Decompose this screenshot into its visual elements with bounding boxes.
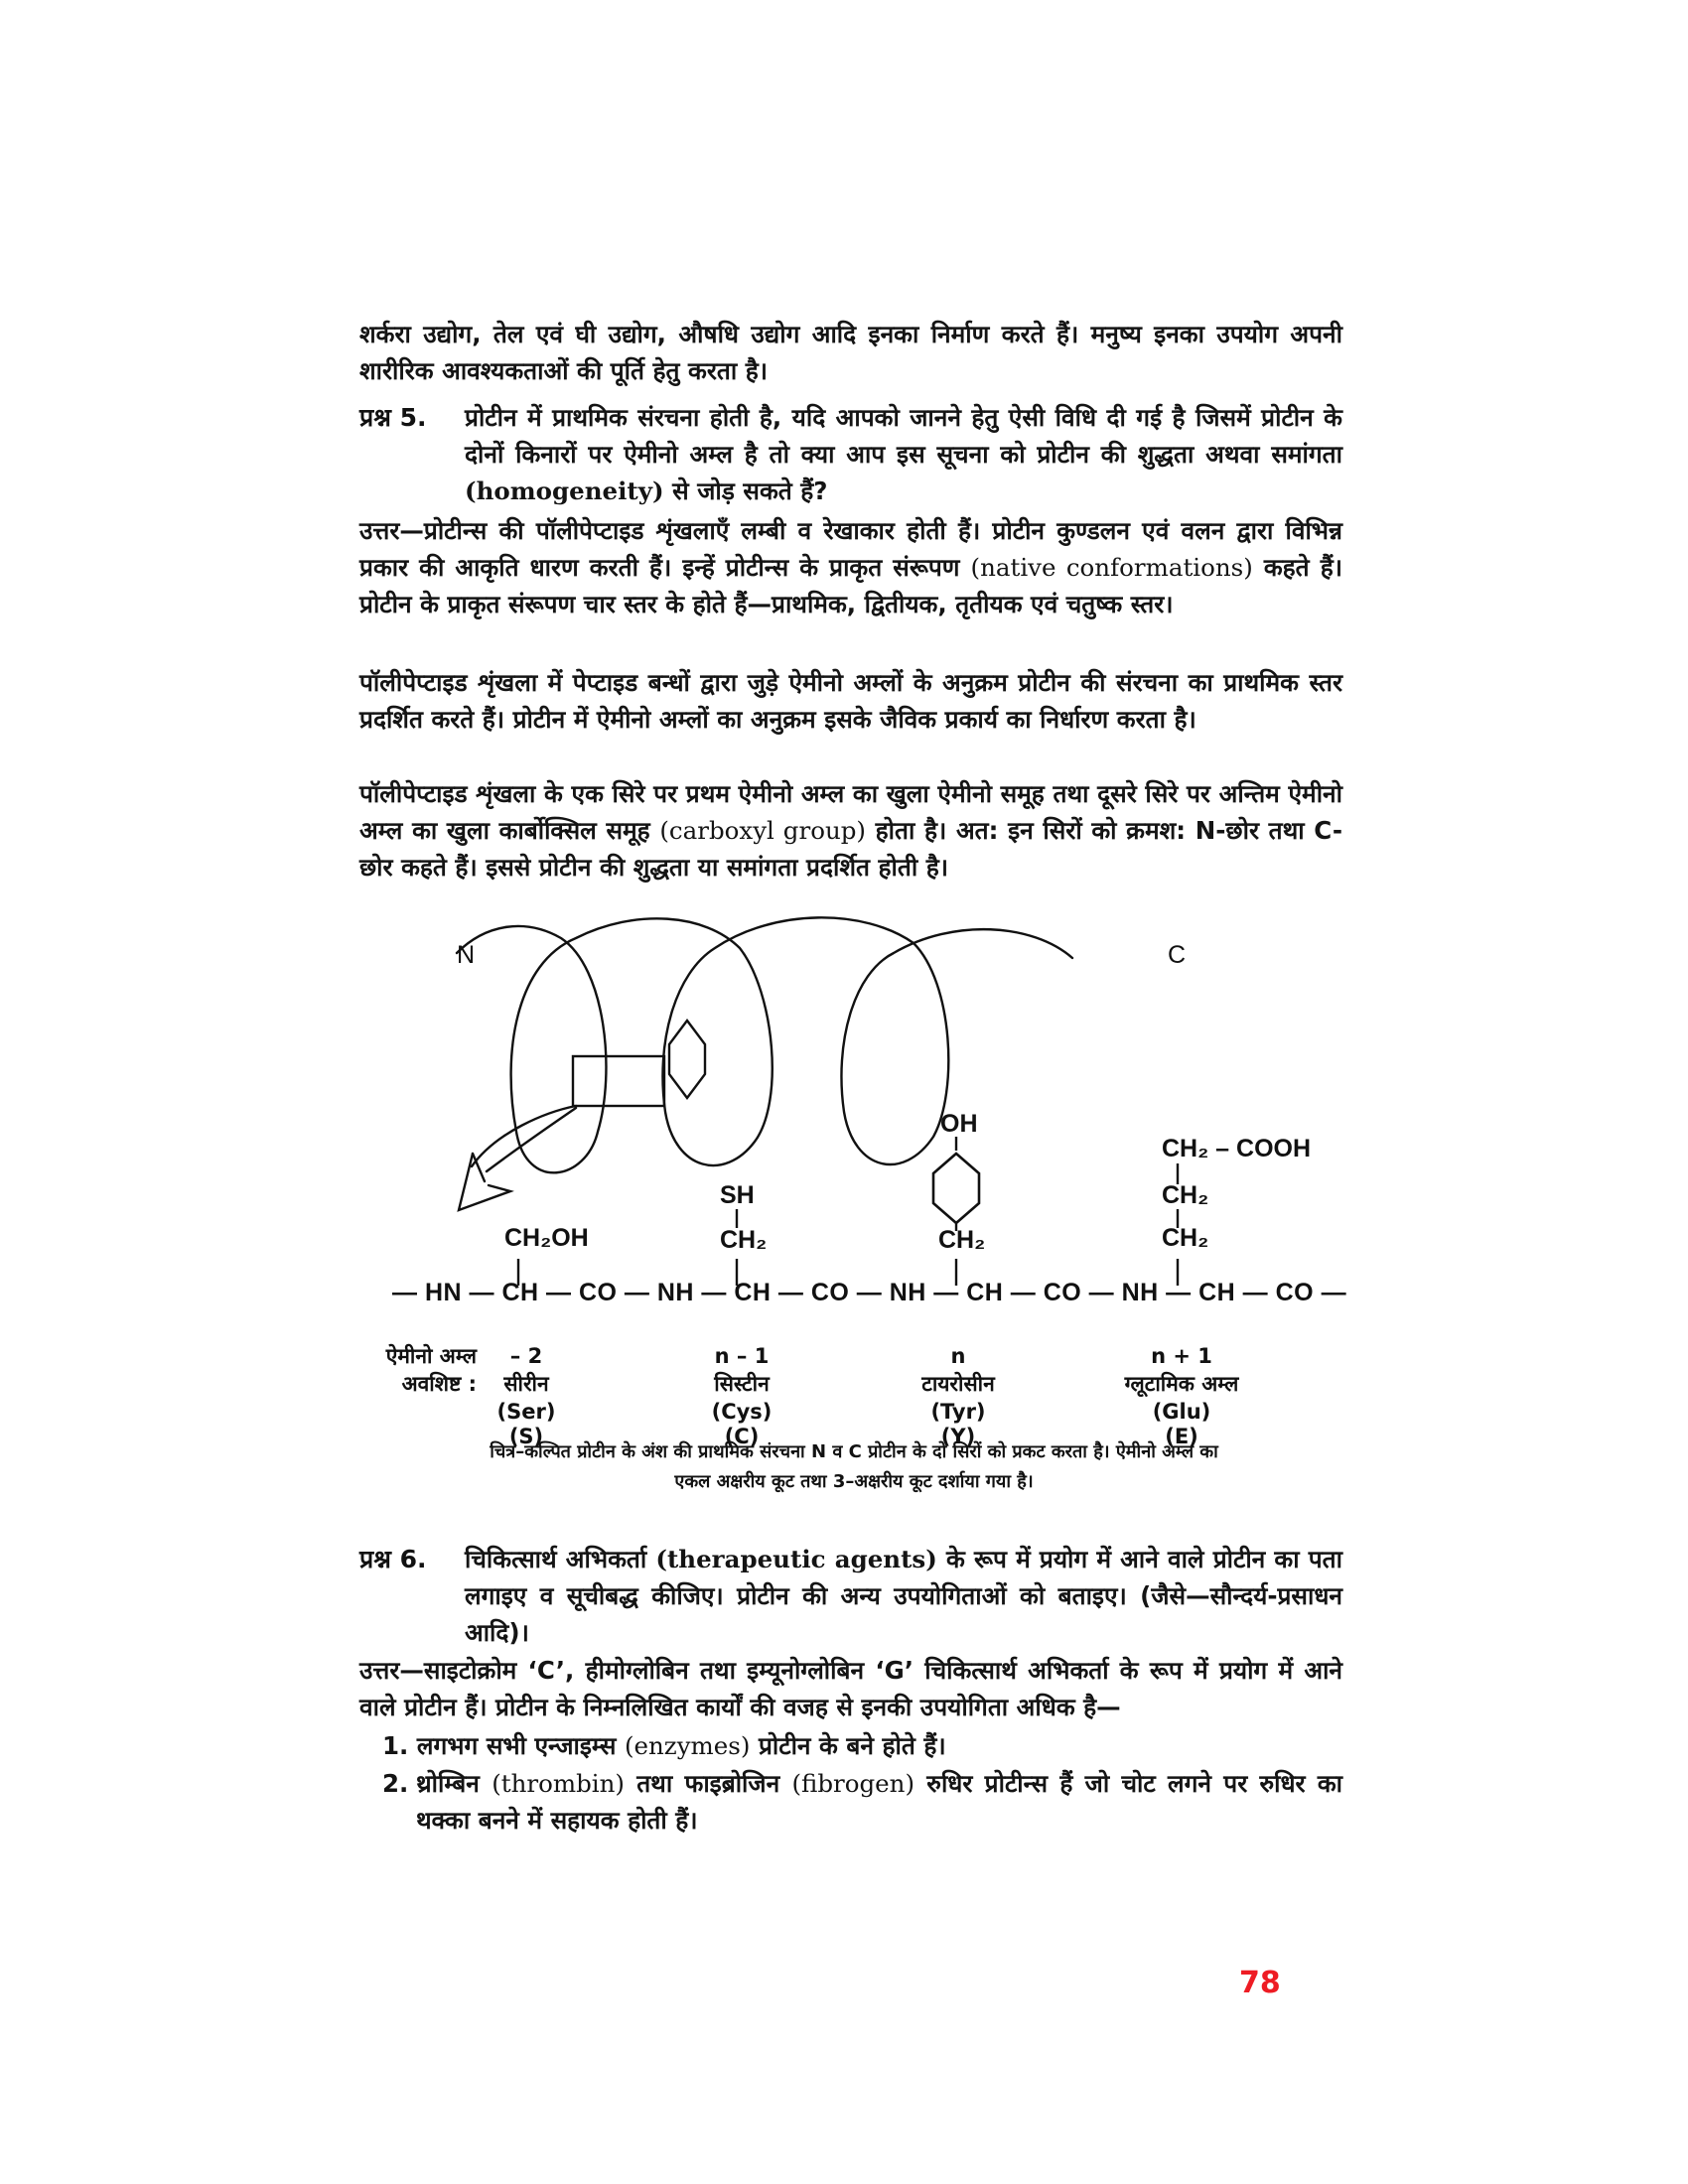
residue-position: n – 1 [714,1344,770,1368]
cysteine-ch2-group: CH₂ [720,1226,768,1254]
residue-position: – 2 [509,1344,543,1368]
serine-side-chain: CH₂OH [504,1224,589,1252]
list-english-term: (enzymes) [624,1731,751,1760]
q6-text-part: चिकित्सार्थ अभिकर्ता [465,1545,656,1573]
residue-abbr3: (Cys) [711,1400,773,1424]
a6-text: उत्तर—साइटोक्रोम ‘C’, हीमोग्लोबिन तथा इम्यूनोग्लोबिन ‘G’ चिकित्सार्थ अभिकर्ता के रूप में प्रयोग में आने वाले प्रोटीन हैं। प्रोटीन के निम्नलिखित कार्यों की वजह से इनकी उपयोगिता अधिक है— [359,1656,1342,1721]
question-5-label: प्रश्न 5. [359,403,427,432]
list-text-part: तथा फाइब्रोजिन [624,1769,792,1798]
answer-6-list-item-2 [382,1765,1342,1839]
residue-heading-line2: अवशिष्ट : [401,1372,477,1396]
glutamate-ch2-b: CH₂ [1162,1224,1209,1252]
answer-5-paragraph-1 [359,512,1342,622]
residue-name: ग्लूटामिक अम्ल [1124,1372,1239,1396]
glutamate-ch2-cooh: CH₂ – COOH [1162,1135,1312,1162]
residue-position: n [950,1344,966,1368]
residue-abbr1: (S) [508,1425,544,1448]
residue-name: सीरीन [503,1372,549,1396]
residue-abbr3: (Tyr) [930,1400,986,1424]
q5-text-part: प्रोटीन में प्राथमिक संरचना होती है, यदि आपको जानने हेतु ऐसी विधि दी गई है जिसमें प्रोटीन के दोनों किनारों पर ऐमीनो अम्ल है तो क्या आप इस सूचना को प्रोटीन की शुद्धता अथवा समांगता [465,403,1342,469]
residue-glutamic-acid [1082,1342,1281,1447]
a5-text-part: पॉलीपेप्टाइड शृंखला के एक सिरे पर प्रथम ऐमीनो अम्ल का खुला ऐमीनो समूह तथा दूसरे सिरे पर अन्तिम ऐमीनो अम्ल का खुला कार्बोक्सिल समूह [359,779,1342,845]
n-terminus-label: N [457,941,476,969]
answer-5-paragraph-3 [359,775,1342,886]
c-terminus-label: C [1168,941,1187,969]
caption-line-1: चित्र–कल्पित प्रोटीन के अंश की प्राथमिक संरचना N व C प्रोटीन के दो सिरों को प्रकट करता है। ऐमीनो अम्ल का [490,1441,1218,1462]
residue-abbr3: (Ser) [496,1400,556,1424]
glutamate-ch2-a: CH₂ [1162,1181,1209,1209]
tyrosine-ch2-group: CH₂ [938,1226,986,1254]
a5-p2-text: पॉलीपेप्टाइड शृंखला में पेप्टाइड बन्धों द्वारा जुड़े ऐमीनो अम्लों के अनुक्रम प्रोटीन की संरचना का प्राथमिक स्तर प्रदर्शित करते हैं। प्रोटीन में ऐमीनो अम्लों का अनुक्रम इसके जैविक प्रकार्य का निर्धारण करता है। [359,668,1342,734]
a5-english-term: (native conformations) [970,553,1253,582]
protein-primary-structure-diagram [377,893,1347,1449]
q5-english-term: (homogeneity) [465,477,664,505]
a5-text-part: उत्तर—प्रोटीन्स की पॉलीपेप्टाइड शृंखलाएँ लम्बी व रेखाकार होती हैं। प्रोटीन कुण्डलन एवं वलन द्वारा विभिन्न प्रकार की आकृति धारण करती हैं। इन्हें प्रोटीन्स के प्राकृत संरूपण [359,516,1342,582]
question-6-label: प्रश्न 6. [359,1545,427,1573]
residue-tyrosine [879,1342,1038,1447]
answer-5-paragraph-2 [359,664,1342,738]
q6-text-part: के रूप में प्रयोग में आने वाले प्रोटीन का पता लगाइए व सूचीबद्ध कीजिए। प्रोटीन की अन्य उपयोगिताओं को बताइए। (जैसे—सौन्दर्य-प्रसाधन आदि)। [465,1545,1342,1647]
residue-position: n + 1 [1151,1344,1212,1368]
residue-heading-line1: ऐमीनो अम्ल [385,1344,477,1368]
list-text-part: लगभग सभी एन्जाइम्स [416,1731,625,1760]
list-number: 2. [382,1769,409,1798]
list-text-part: थ्रोम्बिन [416,1769,492,1798]
q6-english-term: (therapeutic agents) [655,1545,937,1573]
cysteine-sh-group: SH [720,1181,755,1209]
residue-name: टायरोसीन [921,1372,995,1396]
answer-6-list-item-1 [382,1727,1342,1764]
residue-cysteine [672,1342,811,1447]
residue-abbr1: (E) [1165,1425,1198,1448]
list-text-part: रुधिर प्रोटीन्स हैं जो चोट लगने पर रुधिर का थक्का बनने में सहायक होती हैं। [416,1769,1343,1835]
a5-text-part: कहते हैं। प्रोटीन के प्राकृत संरूपण चार स्तर के होते हैं—प्राथमिक, द्वितीयक, तृतीयक एवं चतुष्क स्तर। [359,553,1342,618]
tyrosine-oh-group: OH [940,1110,978,1138]
figure-caption [377,1437,1331,1497]
list-english-term: (fibrogen) [791,1769,915,1798]
residue-name: सिस्टीन [714,1372,770,1396]
residue-serine [467,1342,586,1447]
intro-text: शर्करा उद्योग, तेल एवं घी उद्योग, औषधि उद्योग आदि इनका निर्माण करते हैं। मनुष्य इनका उपयोग अपनी शारीरिक आवश्यकताओं की पूर्ति हेतु करता है। [359,320,1342,385]
answer-6-paragraph [359,1652,1342,1725]
q5-text-part: से जोड़ सकते हैं? [663,477,828,505]
list-english-term: (thrombin) [492,1769,625,1798]
peptide-backbone: — HN — CH — CO — NH — CH — CO — NH — CH — CO — NH — CH — CO — [392,1279,1347,1306]
question-5-text [465,399,1342,509]
question-6-text [465,1541,1342,1651]
list-item-2-body [416,1765,1342,1839]
residue-abbr3: (Glu) [1152,1400,1211,1424]
residue-heading [367,1342,477,1398]
list-text-part: प्रोटीन के बने होते हैं। [750,1731,946,1760]
page-number: 78 [1239,1966,1281,2000]
list-number: 1. [382,1731,409,1760]
intro-paragraph [359,316,1342,389]
residue-abbr1: (Y) [940,1425,976,1448]
a5-text-part: होता है। अत: इन सिरों को क्रमश: N-छोर तथा C-छोर कहते हैं। इससे प्रोटीन की शुद्धता या समांगता प्रदर्शित होती है। [359,816,1342,882]
residue-abbr1: (C) [724,1425,760,1448]
caption-line-2: एकल अक्षरीय कूट तथा 3–अक्षरीय कूट दर्शाया गया है। [674,1471,1034,1492]
a5-english-term: (carboxyl group) [659,816,866,845]
